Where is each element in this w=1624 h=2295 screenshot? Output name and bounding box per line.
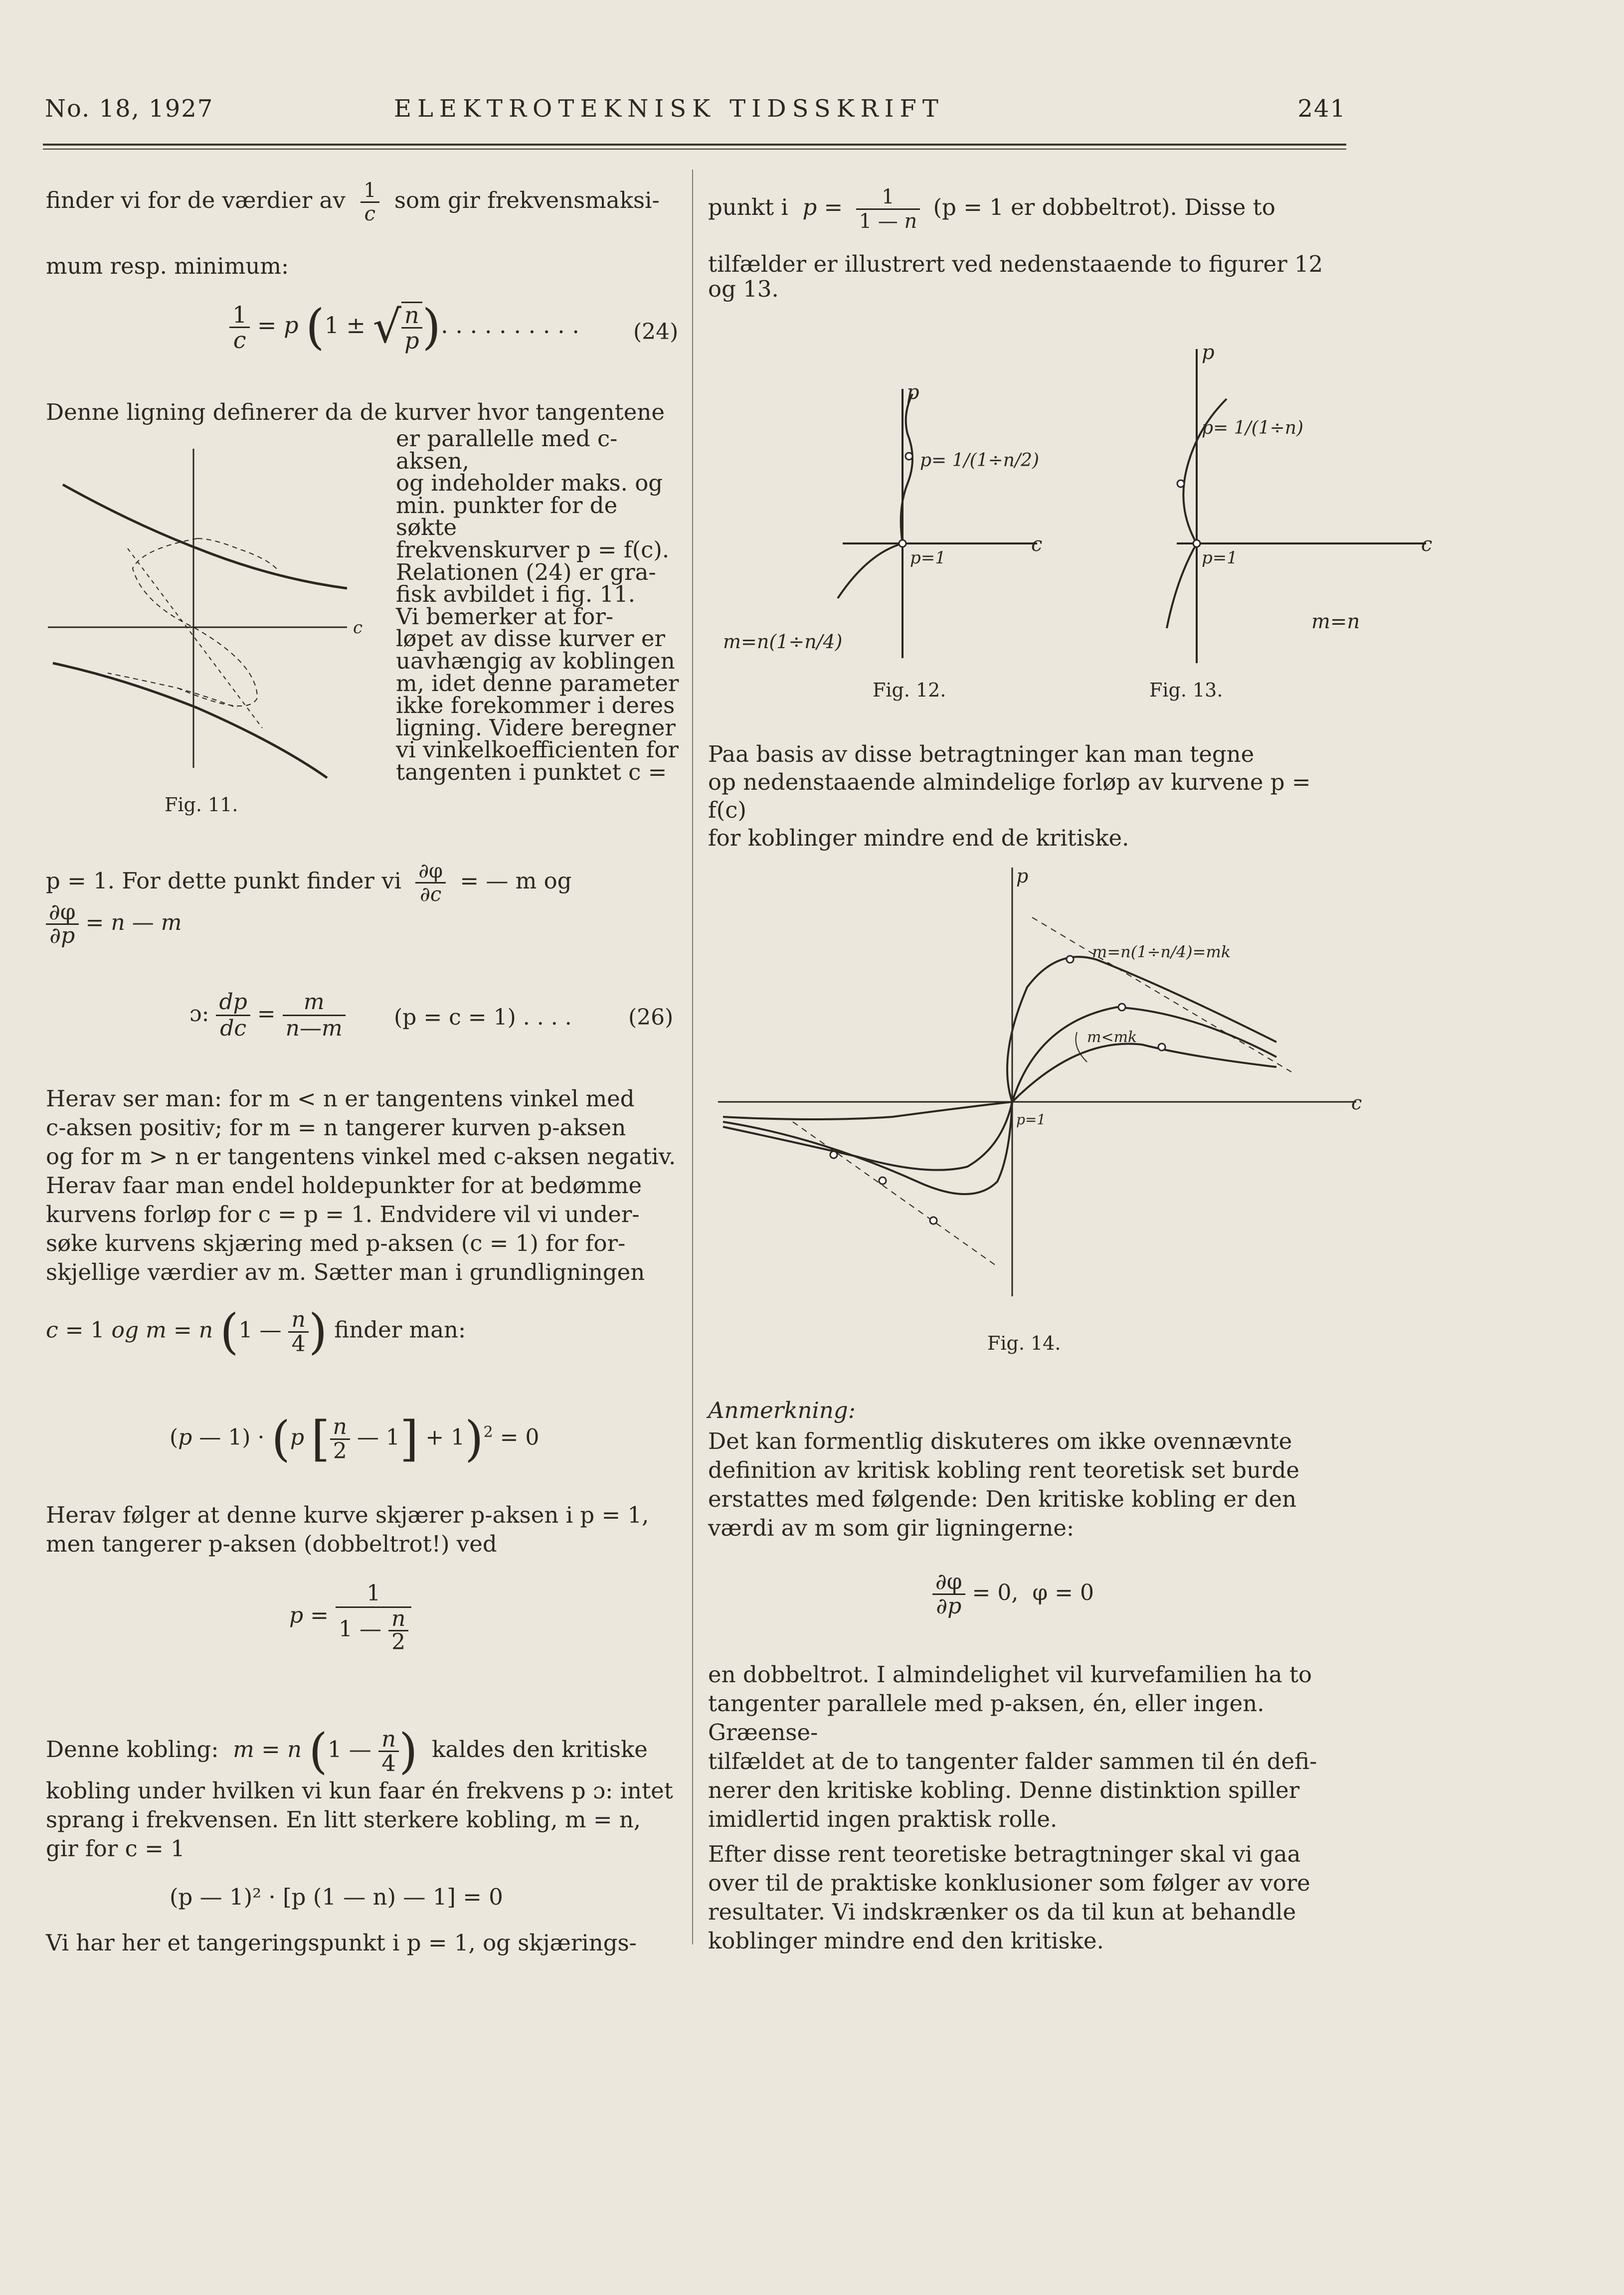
fig13-axis-p: p	[1202, 341, 1215, 364]
text-line: over til de praktiske konklusioner som følger av vore	[708, 1870, 1310, 1896]
fig11-axis-c: c	[353, 618, 363, 638]
text-line: tilfældet at de to tangenter falder sammen til én defi-	[708, 1748, 1317, 1774]
page-number: 241	[1297, 95, 1346, 123]
text-line: imidlertid ingen praktisk rolle.	[708, 1806, 1058, 1832]
text-line: søke kurvens skjæring med p-aksen (c = 1) for for-	[46, 1230, 626, 1256]
equation-26-number: (26)	[628, 1005, 674, 1030]
left-para-7: Denne kobling: m = n (1 — $\frac{n}{4}$ ) kaldes den kritiske	[46, 1723, 648, 1779]
text-line: og 13.	[708, 276, 779, 302]
running-header	[45, 95, 1346, 125]
right-para-4	[708, 1840, 1347, 1955]
left-para-3: p = 1. For dette punkt finder vi $\frac{\partial\varphi}{\partial c}$ = — m og	[46, 860, 572, 906]
figure-11	[48, 439, 387, 798]
text-line: vi vinkelkoefficienten for	[396, 736, 679, 763]
right-para-2	[708, 740, 1347, 852]
fig12-m-eq: m=n(1÷n/4)	[723, 631, 843, 653]
text-line: Denne kobling:	[46, 1736, 219, 1763]
text-line: finder man:	[334, 1316, 466, 1343]
right-para-1c	[708, 252, 1347, 302]
right-para-3	[708, 1660, 1347, 1834]
fig13-axis-c: c	[1421, 533, 1433, 556]
fig12-p-eq-1: p=1	[910, 548, 946, 568]
text-line: punkt i	[708, 194, 788, 220]
text-line: tilfælder er illustrert ved nedenstaaende to figurer 12	[708, 251, 1323, 277]
fig13-m-eq: m=n	[1311, 610, 1360, 633]
left-para-1	[46, 179, 679, 225]
fig13-p-eq-1: p=1	[1202, 548, 1238, 568]
text-line: frekvenskurver p = f(c).	[396, 536, 670, 563]
anmerkning-heading: Anmerkning:	[708, 1397, 856, 1423]
left-para-4	[46, 1084, 679, 1287]
text-line: p = 1. For dette punkt finder vi	[46, 868, 402, 894]
text-line: Paa basis av disse betragtninger kan man tegne	[708, 741, 1255, 767]
text-line: tangenten i punktet c =	[396, 758, 667, 785]
text-line: ikke forekommer i deres	[396, 692, 675, 719]
figure-13	[1132, 319, 1441, 648]
left-para-6	[46, 1501, 679, 1559]
fraction-1-over-c: $\frac{1}{c}$	[361, 179, 379, 225]
journal-title: ELEKTROTEKNISK TIDSSKRIFT	[394, 95, 944, 123]
text-line: op nedenstaaende almindelige forløp av kurvene p = f(c)	[708, 769, 1311, 823]
header-rule	[43, 144, 1346, 146]
text-line: Herav faar man endel holdepunkter for at bedømme	[46, 1172, 642, 1199]
text-line: kaldes den kritiske	[432, 1736, 648, 1763]
equation-double-root: (p — 1) · (p [ $\frac{n}{2}$ — 1] + 1)$^2$ = 0	[170, 1411, 540, 1467]
text-line: koblinger mindre end den kritiske.	[708, 1928, 1104, 1954]
text-line: Relationen (24) er gra-	[396, 558, 656, 585]
anmerkning-body	[708, 1427, 1347, 1543]
left-para-2-line1: Denne ligning definerer da de kurver hvor tangentene	[46, 399, 665, 425]
left-para-8	[46, 1776, 679, 1863]
text-line: sprang i frekvensen. En litt sterkere kobling, m = n,	[46, 1806, 641, 1833]
figure-14	[718, 858, 1366, 1316]
equation-p-tangent: p = 1 1 — $\frac{n}{2}$	[289, 1581, 411, 1653]
fig14-m-crit: m=n(1÷n/4)=mk	[1092, 942, 1231, 961]
text-line: og for m > n er tangentens vinkel med c-aksen negativ.	[46, 1143, 676, 1170]
equation-critical: $\frac{\partial\varphi}{\partial p}$ = 0, φ = 0	[932, 1571, 1094, 1618]
text-line: (p = 1 er dobbeltrot). Disse to	[933, 194, 1275, 220]
text-line: erstattes med følgende: Den kritiske kobling er den	[708, 1486, 1297, 1512]
anmerkning-title	[708, 1396, 1347, 1425]
text-line: nerer den kritiske kobling. Denne distinktion spiller	[708, 1777, 1300, 1803]
fig14-axis-p: p	[1016, 865, 1029, 887]
text-line: finder vi for de værdier av	[46, 187, 346, 213]
text-line: værdi av m som gir ligningerne:	[708, 1515, 1075, 1541]
fig13-formula: p= 1/(1÷n)	[1202, 418, 1304, 438]
left-para-2-wrapped	[396, 425, 680, 785]
text-line: men tangerer p-aksen (dobbeltrot!) ved	[46, 1531, 497, 1557]
fig12-caption: Fig. 12.	[873, 679, 946, 701]
text-line: fisk avbildet i fig. 11.	[396, 581, 636, 608]
text-line: en dobbeltrot. I almindelighet vil kurvefamilien ha to	[708, 1661, 1312, 1688]
left-para-9: Vi har her et tangeringspunkt i p = 1, og skjærings-	[46, 1930, 637, 1956]
text-line: Herav ser man: for m < n er tangentens vinkel med	[46, 1085, 635, 1112]
column-divider	[692, 170, 693, 1944]
text-line: skjellige værdier av m. Sætter man i grundligningen	[46, 1259, 645, 1285]
text-line: tangenter parallele med p-aksen, én, eller ingen. Græense-	[708, 1690, 1264, 1746]
left-para-1c: mum resp. minimum:	[46, 253, 289, 279]
equation-26-condition: (p = c = 1) . . . .	[394, 1005, 572, 1030]
issue-number: No. 18, 1927	[45, 95, 214, 123]
text-line: m, idet denne parameter	[396, 670, 679, 697]
fig13-caption: Fig. 13.	[1149, 679, 1223, 701]
fig12-formula: p= 1/(1÷n/2)	[920, 450, 1040, 471]
text-line: resultater. Vi indskrænker os da til kun at behandle	[708, 1899, 1296, 1925]
text-line: for koblinger mindre end de kritiske.	[708, 825, 1129, 851]
text-line: kurvens forløp for c = p = 1. Endvidere vil vi under-	[46, 1201, 640, 1228]
equation-26: ɔ: $\frac{dp}{dc}$ = $\frac{m}{n—m}$	[189, 990, 346, 1041]
equation-24-number: (24)	[633, 319, 679, 345]
fig14-m-less: m<mk	[1087, 1029, 1137, 1046]
fig14-p-eq-1: p=1	[1016, 1111, 1046, 1128]
text-line: Herav følger at denne kurve skjærer p-aksen i p = 1,	[46, 1502, 649, 1528]
text-line: og indeholder maks. og	[396, 470, 663, 497]
header-rule-thin	[43, 149, 1346, 150]
text-line: ligning. Videre beregner	[396, 714, 676, 741]
text-line: løpet av disse kurver er	[396, 625, 665, 652]
equation-dphi-dp: $\frac{\partial\varphi}{\partial p}$ = n — m	[46, 901, 181, 947]
text-line: c-aksen positiv; for m = n tangerer kurven p-aksen	[46, 1114, 626, 1141]
fig14-axis-c: c	[1351, 1092, 1362, 1114]
fig12-axis-c: c	[1031, 533, 1043, 556]
text-line: kobling under hvilken vi kun faar én frekvens p ɔ: intet	[46, 1777, 673, 1804]
text-line: = — m og	[460, 868, 572, 894]
fig14-caption: Fig. 14.	[987, 1332, 1061, 1354]
text-line: gir for c = 1	[46, 1835, 185, 1862]
text-line: uavhængig av koblingen	[396, 647, 675, 674]
equation-m-eq-n: (p — 1)² · [p (1 — n) — 1] = 0	[170, 1884, 503, 1910]
right-para-1: punkt i p = $\frac{1}{1 — n}$ (p = 1 er dobbeltrot). Disse to	[708, 185, 1275, 233]
figure-12	[718, 339, 1067, 668]
text-line: Efter disse rent teoretiske betragtninger skal vi gaa	[708, 1841, 1301, 1867]
text-line: er parallelle med c-aksen,	[396, 425, 618, 474]
text-line: Det kan formentlig diskuteres om ikke ovennævnte	[708, 1428, 1292, 1454]
equation-24: $\frac{1}{c}$ = p (1 ± √ $\frac{n}{p}$ ). . . . . . . . . .	[229, 299, 579, 355]
fig12-axis-p: p	[906, 381, 919, 404]
equation-substitution: c = 1 og m = n (1 — $\frac{n}{4}$ ) finder man:	[46, 1304, 466, 1360]
text-line: Vi bemerker at for-	[396, 603, 614, 630]
text-line: som gir frekvensmaksi-	[394, 187, 660, 213]
fig11-caption: Fig. 11.	[165, 794, 238, 816]
text-line: definition av kritisk kobling rent teoretisk set burde	[708, 1457, 1300, 1483]
text-line: min. punkter for de søkte	[396, 492, 618, 541]
